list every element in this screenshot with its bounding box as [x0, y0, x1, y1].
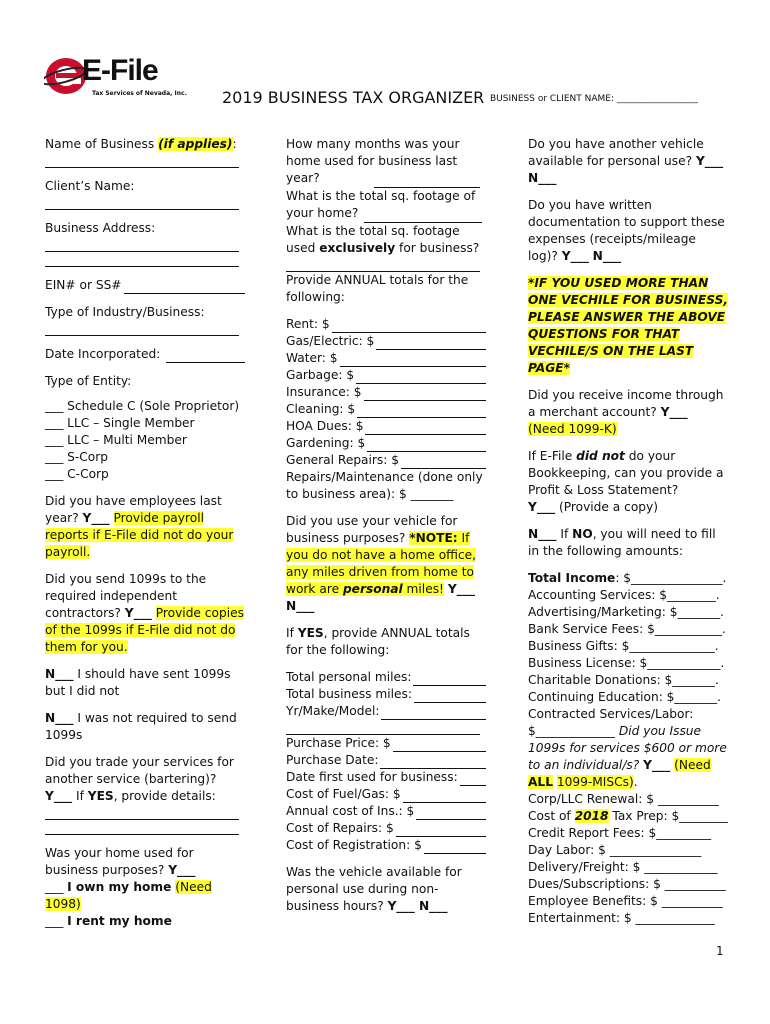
- own-home-option[interactable]: ___ I own my home (Need 1098): [45, 880, 212, 911]
- more-expense-list: [528, 825, 728, 927]
- expense-amount-row[interactable]: Charitable Donations: $_______.: [528, 673, 719, 687]
- expense-amount-row[interactable]: Bank Service Fees: $___________.: [528, 622, 726, 636]
- home-expense-list: [286, 316, 486, 469]
- annual-totals-label: Provide ANNUAL totals for the following:: [286, 273, 469, 304]
- business-name-field[interactable]: [45, 153, 239, 168]
- date-incorporated-row[interactable]: Date Incorporated:: [45, 346, 245, 363]
- mileage-row[interactable]: Yr/Make/Model:: [286, 703, 486, 720]
- type-entity-label: Type of Entity:: [45, 374, 132, 388]
- business-address-field-1[interactable]: [45, 237, 239, 252]
- total-income-row[interactable]: Total Income: $_______________.: [528, 571, 727, 585]
- send-1099-question: Did you send 1099s to the required independent contractors? Y___ Provide copies of the 1099s if E-File did not do them for you.: [45, 572, 244, 654]
- clients-name-field[interactable]: [45, 195, 239, 210]
- rent-home-option[interactable]: ___ I rent my home: [45, 914, 172, 928]
- type-industry-label: Type of Industry/Business:: [45, 305, 205, 319]
- more-than-one-vehicle-note: *IF YOU USED MORE THAN ONE VECHILE FOR BUSINESS, PLEASE ANSWER THE ABOVE QUESTIONS FOR THAT VECHILE/S ON THE LAST PAGE*: [528, 276, 728, 375]
- written-documentation-question: Do you have written documentation to support these expenses (receipts/mileage log)? Y___ N___: [528, 198, 725, 263]
- type-industry-field[interactable]: [45, 321, 239, 336]
- contracted-services-label: Contracted Services/Labor:: [528, 707, 694, 721]
- another-vehicle-question: Do you have another vehicle available for personal use? Y___ N___: [528, 137, 724, 185]
- entity-option-llc-multi[interactable]: ___ LLC – Multi Member: [45, 433, 187, 447]
- home-expense-row[interactable]: Rent: $: [286, 316, 486, 333]
- ein-row[interactable]: EIN# or SS#: [45, 277, 245, 294]
- expense-amount-row[interactable]: Delivery/Freight: $ ____________: [528, 860, 718, 874]
- if-no-option: N___ If NO, you will need to fill in the following amounts:: [528, 527, 716, 558]
- logo-text: E-File: [82, 54, 158, 87]
- bookkeeping-question: If E-File did not do your Bookkeeping, can you provide a Profit & Loss Statement?: [528, 449, 724, 497]
- efile-logo: [44, 52, 187, 102]
- column-income-expenses: [528, 136, 728, 927]
- vehicle-question: Did you use your vehicle for business purposes? *NOTE: If you do not have a home office, any miles driven from home to work are personal miles! Y___ N___: [286, 514, 477, 613]
- corp-renewal-row[interactable]: Corp/LLC Renewal: $ __________: [528, 792, 719, 806]
- column-home-vehicle: [286, 136, 486, 915]
- expense-amount-list: [528, 587, 728, 706]
- home-expense-row[interactable]: Garbage: $: [286, 367, 486, 384]
- mileage-row[interactable]: Total business miles:: [286, 686, 486, 703]
- client-name-field[interactable]: BUSINESS or CLIENT NAME: __________________: [490, 94, 698, 104]
- employees-question: Did you have employees last year? Y___ Provide payroll reports if E-File did not do your payroll.: [45, 494, 234, 559]
- column-business-info: [45, 136, 245, 930]
- available-question: Was the vehicle available for personal use during non-business hours? Y___ N___: [286, 865, 462, 913]
- sqft-exclusive-field[interactable]: [286, 257, 480, 272]
- vehicle-cost-row[interactable]: Cost of Fuel/Gas: $: [286, 786, 486, 803]
- business-name-label: Name of Business (if applies):: [45, 137, 237, 151]
- mileage-row[interactable]: Total personal miles:: [286, 669, 486, 686]
- expense-amount-row[interactable]: Accounting Services: $________.: [528, 588, 720, 602]
- if-yes-annual-label: If YES, provide ANNUAL totals for the following:: [286, 626, 470, 657]
- entity-option-s-corp[interactable]: ___ S-Corp: [45, 450, 109, 464]
- expense-amount-row[interactable]: Employee Benefits: $ __________: [528, 894, 723, 908]
- sqft-exclusive-question: What is the total sq. footage used exclusively for business?: [286, 224, 480, 255]
- repairs-maintenance-row[interactable]: Repairs/Maintenance (done only to business area): $ _______: [286, 470, 483, 501]
- sqft-field[interactable]: [364, 208, 482, 223]
- expense-amount-row[interactable]: Business License: $____________.: [528, 656, 725, 670]
- entity-option-llc-single[interactable]: ___ LLC – Single Member: [45, 416, 195, 430]
- should-have-sent-option[interactable]: N___ I should have sent 1099s but I did not: [45, 667, 231, 698]
- home-expense-row[interactable]: HOA Dues: $: [286, 418, 486, 435]
- home-expense-row[interactable]: Gas/Electric: $: [286, 333, 486, 350]
- tax-prep-row[interactable]: Cost of 2018 Tax Prep: $________: [528, 809, 728, 823]
- expense-amount-row[interactable]: Advertising/Marketing: $_______.: [528, 605, 725, 619]
- business-address-label: Business Address:: [45, 221, 156, 235]
- months-field[interactable]: [374, 173, 480, 188]
- bartering-details-field-2[interactable]: [45, 820, 239, 835]
- home-expense-row[interactable]: Insurance: $: [286, 384, 486, 401]
- home-expense-row[interactable]: Water: $: [286, 350, 486, 367]
- merchant-account-question: Did you receive income through a merchant account? Y___ (Need 1099-K): [528, 388, 724, 436]
- vehicle-cost-row[interactable]: Purchase Date:: [286, 752, 486, 769]
- bartering-question: Did you trade your services for another service (bartering)? Y___ If YES, provide details:: [45, 755, 234, 803]
- expense-amount-row[interactable]: Day Labor: $ _______________: [528, 843, 702, 857]
- home-expense-row[interactable]: Gardening: $: [286, 435, 486, 452]
- expense-amount-row[interactable]: Entertainment: $ _____________: [528, 911, 715, 925]
- months-question: How many months was your home used for business last year?: [286, 137, 460, 185]
- clients-name-label: Client’s Name:: [45, 179, 135, 193]
- vehicle-cost-row[interactable]: Purchase Price: $: [286, 735, 486, 752]
- not-required-option[interactable]: N___ I was not required to send 1099s: [45, 711, 237, 742]
- miles-list: [286, 669, 486, 720]
- home-expense-row[interactable]: Cleaning: $: [286, 401, 486, 418]
- expense-amount-row[interactable]: Continuing Education: $_______.: [528, 690, 721, 704]
- entity-option-schedule-c[interactable]: ___ Schedule C (Sole Proprietor): [45, 399, 240, 413]
- expense-amount-row[interactable]: Dues/Subscriptions: $ __________: [528, 877, 726, 891]
- bartering-details-field-1[interactable]: [45, 805, 239, 820]
- entity-option-c-corp[interactable]: ___ C-Corp: [45, 467, 109, 481]
- yr-make-model-field-2[interactable]: [286, 720, 480, 735]
- home-expense-row[interactable]: General Repairs: $: [286, 452, 486, 469]
- expense-amount-row[interactable]: Business Gifts: $______________.: [528, 639, 719, 653]
- home-business-question: Was your home used for business purposes? Y___: [45, 846, 196, 877]
- vehicle-cost-row[interactable]: Cost of Registration: $: [286, 837, 486, 854]
- page-number: 1: [716, 944, 724, 958]
- contracted-services-row[interactable]: $_____________ Did you Issue 1099s for services $600 or more to an individual/s? Y___ (Need ALL 1099-MISCs).: [528, 724, 727, 789]
- business-address-field-2[interactable]: [45, 252, 239, 267]
- purchase-list: [286, 735, 486, 854]
- logo-subtext: Tax Services of Nevada, Inc.: [92, 90, 187, 97]
- pl-statement-option[interactable]: Y___ (Provide a copy): [528, 500, 658, 514]
- expense-amount-row[interactable]: Credit Report Fees: $_________: [528, 826, 712, 840]
- vehicle-cost-row[interactable]: Annual cost of Ins.: $: [286, 803, 486, 820]
- vehicle-cost-row[interactable]: Date first used for business:: [286, 769, 486, 786]
- sqft-question: What is the total sq. footage of your home?: [286, 189, 476, 220]
- page-title: 2019 BUSINESS TAX ORGANIZER: [222, 88, 485, 107]
- vehicle-cost-row[interactable]: Cost of Repairs: $: [286, 820, 486, 837]
